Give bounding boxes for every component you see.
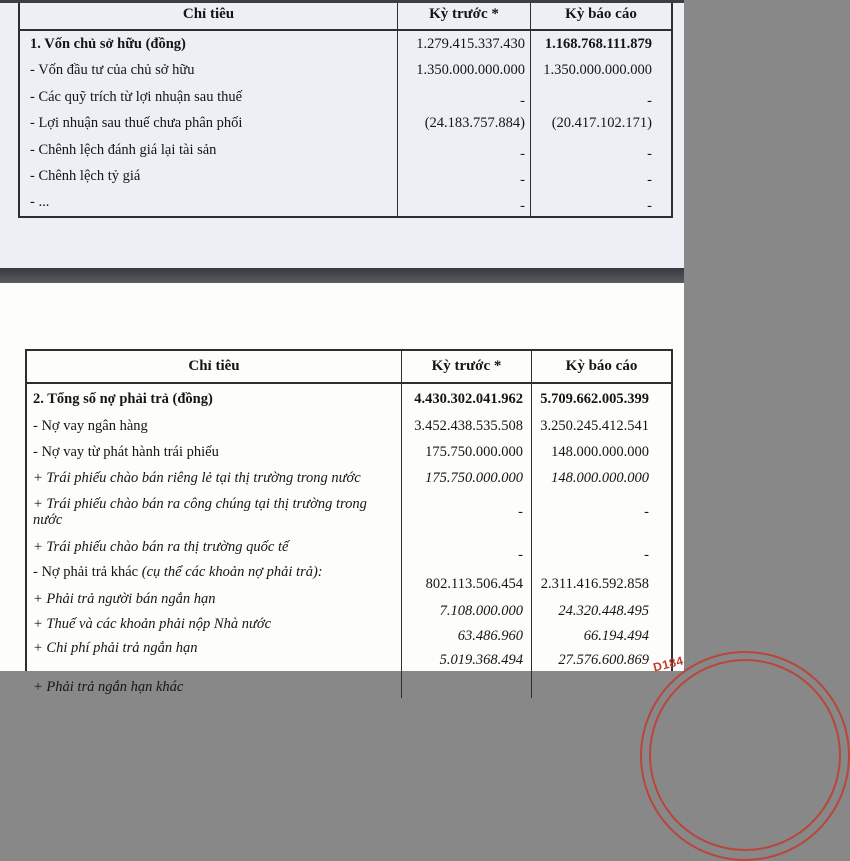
table-row [27, 562, 671, 591]
value-previous-period: - [398, 137, 531, 163]
value-report-period: 24.320.448.495 [558, 603, 649, 620]
row-label: + Phải trả ngắn hạn khác [27, 664, 402, 698]
value-report-period: 2.311.416.592.858 [540, 576, 649, 593]
row-label: + Trái phiếu chào bán ra công chúng tại thị trường trong nước [27, 492, 402, 532]
value-report-period [532, 664, 671, 698]
value-report-period: - [644, 546, 649, 563]
value-previous-period: 175.750.000.000 [402, 439, 532, 465]
value-report-period: 5.709.662.005.399 [540, 390, 649, 407]
value-previous-period: 802.113.506.454 [402, 562, 532, 591]
row-label: - Chênh lệch đánh giá lại tài sản [20, 137, 398, 163]
liabilities-table-header-row [27, 351, 671, 384]
table-row [27, 492, 671, 532]
table-row [20, 189, 671, 215]
value-previous-period: - [402, 492, 532, 532]
stamp-text: D184 [651, 653, 685, 675]
table-row [27, 616, 671, 645]
value-previous-period: 63.486.960 [402, 616, 532, 641]
table-row [20, 57, 671, 83]
value-previous-period: 1.350.000.000.000 [398, 57, 531, 83]
value-report-period: 1.350.000.000.000 [543, 62, 652, 79]
value-report-period: 27.576.600.869 [558, 652, 649, 669]
row-label: + Phải trả người bán ngắn hạn [27, 591, 402, 616]
stamp-inner-arc [649, 659, 841, 851]
value-previous-period: 5.019.368.494 [402, 641, 532, 664]
table-row [20, 137, 671, 163]
value-report-period: - [644, 503, 649, 520]
row-label: - Nợ vay từ phát hành trái phiếu [27, 439, 402, 465]
liabilities-table-body [27, 384, 671, 698]
value-previous-period: 4.430.302.041.962 [402, 384, 532, 414]
value-report-period: 1.168.768.111.879 [544, 36, 652, 53]
value-previous-period: 1.279.415.337.430 [398, 31, 531, 57]
row-label: + Chi phí phải trả ngắn hạn [27, 641, 402, 664]
row-label: - Lợi nhuận sau thuế chưa phân phối [20, 110, 398, 136]
page-edge-rule [0, 0, 684, 3]
equity-table [18, 0, 673, 218]
row-label: - Nợ vay ngân hàng [27, 414, 402, 439]
value-report-period: - [647, 92, 652, 109]
column-header-ky-truoc: Kỳ trước * [402, 351, 532, 382]
row-label: + Thuế và các khoản phải nộp Nhà nước [27, 616, 402, 641]
table-row [20, 163, 671, 189]
value-report-period: (20.417.102.171) [551, 115, 652, 132]
row-label: - Vốn đầu tư của chủ sở hữu [20, 57, 398, 83]
row-label: 2. Tổng số nợ phải trả (đồng) [27, 384, 402, 414]
column-header-chi-tieu: Chỉ tiêu [20, 0, 398, 29]
value-previous-period: 175.750.000.000 [402, 465, 532, 492]
value-previous-period [402, 664, 532, 698]
stamp-outer-arc [640, 651, 850, 861]
row-label: + Trái phiếu chào bán ra thị trường quốc tế [27, 532, 402, 562]
table-row [27, 414, 671, 439]
table-row [27, 439, 671, 465]
row-label: - Chênh lệch tỷ giá [20, 163, 398, 189]
value-report-period: 148.000.000.000 [551, 470, 649, 487]
value-report-period: 148.000.000.000 [551, 443, 649, 460]
column-header-ky-bao-cao: Kỳ báo cáo [565, 358, 638, 374]
page-separator-band [0, 268, 684, 283]
equity-table-body [20, 31, 671, 216]
value-report-period: 3.250.245.412.541 [540, 418, 649, 435]
column-header-chi-tieu: Chỉ tiêu [27, 351, 402, 382]
row-label: - ... [20, 189, 398, 215]
table-row [20, 84, 671, 110]
value-report-period: 66.194.494 [583, 628, 649, 645]
table-row [20, 110, 671, 136]
table-row [27, 465, 671, 492]
value-previous-period: - [398, 163, 531, 189]
equity-table-header-row [20, 0, 671, 31]
table-row [20, 31, 671, 57]
table-row [27, 664, 671, 698]
table-row [27, 532, 671, 562]
value-previous-period: 7.108.000.000 [402, 591, 532, 616]
row-label: - Nợ phải trả khác (cụ thể các khoản nợ phải trả): [27, 562, 402, 591]
row-label: 1. Vốn chủ sở hữu (đồng) [20, 31, 398, 57]
value-report-period: - [647, 198, 652, 215]
value-report-period: - [647, 145, 652, 162]
row-label: - Các quỹ trích từ lợi nhuận sau thuế [20, 84, 398, 110]
value-previous-period: - [398, 189, 531, 215]
value-previous-period: 3.452.438.535.508 [402, 414, 532, 439]
liabilities-table [25, 349, 673, 695]
value-report-period: - [647, 172, 652, 189]
column-header-ky-truoc: Kỳ trước * [398, 0, 531, 29]
table-row [27, 640, 671, 669]
table-row [27, 384, 671, 414]
value-previous-period: - [402, 532, 532, 562]
row-label: + Trái phiếu chào bán riêng lẻ tại thị trường trong nước [27, 465, 402, 492]
column-header-ky-bao-cao: Kỳ báo cáo [565, 6, 637, 22]
value-previous-period: (24.183.757.884) [398, 110, 531, 136]
table-row [27, 591, 671, 620]
value-previous-period: - [398, 84, 531, 110]
